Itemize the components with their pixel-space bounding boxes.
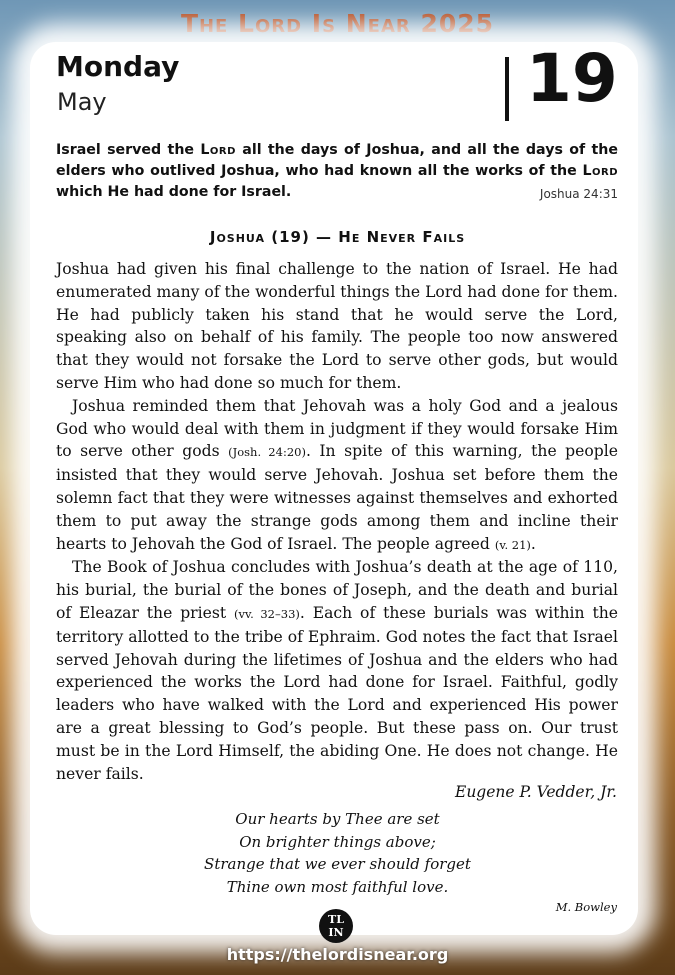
weekday: Monday [56,50,180,83]
day-number: 19 [526,40,618,117]
month: May [57,88,107,116]
verse-reference: Joshua 24:31 [539,187,618,201]
section-title: Joshua (19) — He Never Fails [209,228,466,246]
devotional-body [56,258,618,785]
date-divider [505,57,509,121]
scripture-verse [56,140,618,205]
paragraph-3-text-a: The Book of Joshua concludes with Joshua’s death at the age of 110, his burial, the burial of the bones of Joseph, and the death and burial of Eleazar the priest [56,558,618,622]
paragraph-2 [56,395,618,557]
poem-line: Strange that we ever should forget [204,855,471,873]
paragraph-2-text-c: . [530,534,536,553]
poem [0,808,675,898]
scripture-ref: (Josh. 24:20) [228,445,306,460]
paragraph-2-text-b: . In spite of this warning, the people insisted that they would serve Jehovah. Joshua set before them the solemn fact that they were witnesses against themselves and exhorted them to put away the strange gods among them and incline their hearts to Jehovah the God of Israel. The people agreed [56,442,618,553]
poem-line: Our hearts by Thee are set [235,810,440,828]
paragraph-1: Joshua had given his final challenge to the nation of Israel. He had enumerated many of the wonderful things the Lord had done for them. He had publicly taken his stand that he would serve the Lord, speaking also on behalf of his family. The people too now answered that they would not forsake the Lord to serve other gods, but would serve Him who had done so much for them. [56,260,618,392]
scripture-ref: (vv. 32–33) [234,606,300,621]
verse-text-3: which He had done for Israel. [56,184,292,200]
logo-top-letters: TL [328,913,344,926]
paragraph-3 [56,556,618,785]
website-link[interactable]: https://thelordisnear.org [226,945,449,964]
publication-title: The Lord Is Near 2025 [180,9,495,38]
author-name: Eugene P. Vedder, Jr. [455,783,617,801]
paragraph-2-text-a: Joshua reminded them that Jehovah was a holy God and a jealous God who would deal with them in judgment if they would forsake Him to serve other gods [56,396,618,461]
scripture-ref: (v. 21) [494,537,531,552]
logo-bottom-letters: IN [328,926,344,939]
paragraph-3-text-b: . Each of these burials was within the territory allotted to the tribe of Ephraim. God notes the fact that Israel served Jehovah during the lifetimes of Joshua and the elders who had experienced the works the Lord had done for Israel. Faithful, godly leaders who have walked with the Lord and experienced His power are a great blessing to God’s people. But these pass on. Our trust must be in the Lord Himself, the abiding One. He does not change. He never fails. [56,603,618,783]
poet-name: M. Bowley [555,900,617,914]
verse-lord-2: Lord [582,163,618,179]
tlin-logo-icon [319,909,353,943]
poem-line: Thine own most faithful love. [226,877,449,896]
poem-line: On brighter things above; [239,832,436,851]
verse-text-2: all the days of Joshua, and all the days of the elders who outlived Joshua, who had known all the works of the [56,142,618,179]
verse-text-1: Israel served the [56,142,201,158]
verse-lord-1: Lord [200,142,236,158]
